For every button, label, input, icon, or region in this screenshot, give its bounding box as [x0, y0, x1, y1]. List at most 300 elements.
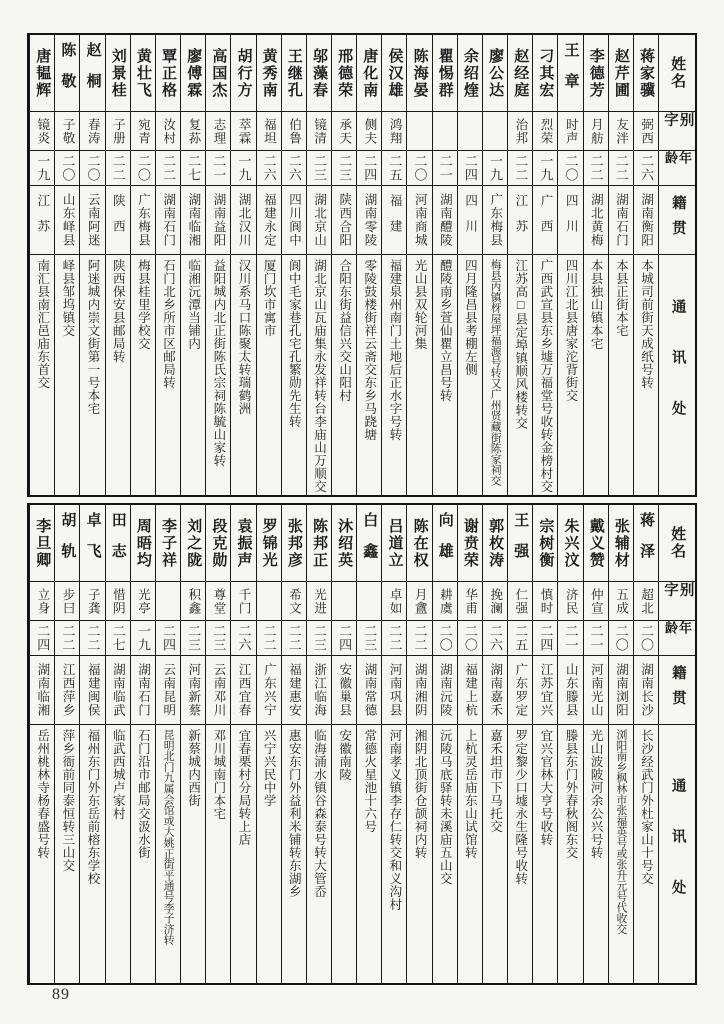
age-text: 二四: [538, 624, 554, 652]
name-cell: [407, 35, 431, 112]
age-text: 二七: [186, 154, 202, 182]
entry-column: [29, 35, 54, 495]
entry-column: [130, 505, 155, 983]
native-cell: [231, 656, 255, 725]
zi-cell: [55, 112, 79, 151]
addr-cell: [231, 255, 255, 495]
native-cell: [181, 656, 205, 725]
age-text: 一九: [538, 154, 554, 182]
age-text: 二二: [613, 154, 629, 182]
addr-cell: [257, 725, 281, 983]
native-text: 湖南湘阴: [413, 663, 428, 717]
name-cell: [558, 35, 582, 112]
zi-cell: [307, 112, 331, 151]
name-cell: [357, 505, 381, 582]
zi-cell: [131, 112, 155, 151]
zi-cell: [634, 112, 658, 151]
addr-text: 陕西保安县邮局转: [111, 259, 126, 363]
entry-column: [583, 35, 608, 495]
native-cell: [156, 186, 180, 255]
age-cell: [131, 621, 155, 656]
zi-text: 烈荣: [539, 117, 554, 145]
entry-column: [79, 35, 104, 495]
addr-text: 益阳城内北正街陈氏宗祠陈毓山家转: [211, 259, 226, 467]
addr-cell: [533, 255, 557, 495]
entry-column: [105, 35, 130, 495]
name-text: 赵芹圃: [612, 47, 629, 99]
age-cell: [458, 151, 482, 186]
native-text: 云南昆明: [161, 663, 176, 717]
age-cell: [533, 621, 557, 656]
native-cell: [257, 656, 281, 725]
zi-cell: [30, 112, 54, 151]
entry-column: [557, 505, 582, 983]
addr-cell: [609, 255, 633, 495]
age-cell: [30, 151, 54, 186]
entry-column: [507, 505, 532, 983]
age-text: 二〇: [638, 624, 654, 652]
native-cell: [558, 186, 582, 255]
age-cell: [55, 621, 79, 656]
age-text: 二三: [337, 154, 353, 182]
name-cell: [307, 35, 331, 112]
age-cell: [206, 621, 230, 656]
directory-table-top: [27, 33, 697, 497]
native-text: 广东梅县: [488, 193, 503, 247]
zi-text: 尊堂: [212, 587, 227, 615]
name-cell: [231, 35, 255, 112]
entry-column: [507, 35, 532, 495]
page-number: 89: [52, 986, 70, 1003]
addr-cell: [458, 255, 482, 495]
entry-column: [356, 505, 381, 983]
addr-text: 福建泉州南门土地后正水字号转: [387, 259, 402, 441]
name-cell: [106, 505, 130, 582]
native-text: 云南阿迷: [86, 193, 101, 247]
native-text: 湖南临湘: [186, 193, 201, 247]
age-text: 二五: [387, 154, 403, 182]
age-cell: [433, 151, 457, 186]
addr-cell: [332, 255, 356, 495]
name-cell: [80, 35, 104, 112]
zi-cell: [533, 112, 557, 151]
native-cell: [80, 656, 104, 725]
addr-cell: [407, 725, 431, 983]
name-text: 蒋家骥: [638, 47, 655, 99]
name-text: 余绍煃: [461, 47, 478, 99]
native-cell: [156, 656, 180, 725]
name-cell: [131, 35, 155, 112]
addr-text: 邓川城南门本宅: [211, 729, 226, 820]
name-text: 陈敬: [59, 42, 76, 104]
age-cell: [483, 621, 507, 656]
native-text: 福建闽侯: [86, 663, 101, 717]
zi-cell: [508, 112, 532, 151]
zi-text: 惜阴: [111, 587, 126, 615]
age-text: 二二: [261, 624, 277, 652]
native-cell: [357, 186, 381, 255]
addr-cell: [332, 725, 356, 983]
addr-cell: [55, 255, 79, 495]
native-cell: [483, 186, 507, 255]
age-text: 二二: [513, 154, 529, 182]
name-cell: [634, 505, 658, 582]
name-text: 张辅材: [612, 517, 629, 569]
addr-text: 湘阴北顶街仓颉祠内转: [413, 729, 428, 859]
entry-column: [608, 35, 633, 495]
zi-cell: [231, 582, 255, 621]
zi-text: 仁强: [513, 587, 528, 615]
zi-cell: [106, 582, 130, 621]
zi-cell: [257, 112, 281, 151]
name-text: 覃正格: [160, 47, 177, 99]
age-text: 二四: [160, 624, 176, 652]
native-text: 河南光山: [589, 663, 604, 717]
native-text: 湖南益阳: [212, 193, 227, 247]
entry-column: [457, 35, 482, 495]
name-text: 张邦彦: [285, 517, 302, 569]
zi-text: 光进: [312, 587, 327, 615]
native-cell: [558, 656, 582, 725]
zi-cell: [357, 582, 381, 621]
name-cell: [433, 505, 457, 582]
native-cell: [55, 656, 79, 725]
age-text: 二六: [488, 624, 503, 652]
addr-text: 阿迷城内崇文街第一号本宅: [86, 259, 101, 415]
entry-column: [155, 35, 180, 495]
age-cell: [80, 151, 104, 186]
zi-cell: [181, 112, 205, 151]
entry-column: [583, 505, 608, 983]
native-text: 福建永定: [262, 193, 277, 247]
zi-text: 挽澜: [488, 587, 503, 615]
native-cell: [30, 186, 54, 255]
age-text: 一九: [488, 154, 503, 182]
addr-cell: [156, 725, 180, 983]
entry-column: [406, 505, 431, 983]
native-text: 湖南临湘: [35, 663, 50, 717]
native-text: 浙江临海: [312, 663, 327, 717]
zi-text: 萃霖: [237, 117, 252, 145]
native-text: 安徽巢县: [337, 663, 352, 717]
zi-cell: [55, 582, 79, 621]
zi-cell: [30, 582, 54, 621]
addr-cell: [30, 725, 54, 983]
age-text: 二四: [362, 154, 378, 182]
age-cell: [156, 151, 180, 186]
name-text: 宗树衡: [537, 517, 554, 569]
age-text: 二四: [462, 154, 478, 182]
name-text: 廖公达: [487, 47, 504, 99]
addr-text: 长沙经武门外杜家山十号交: [639, 729, 654, 885]
name-cell: [156, 505, 180, 582]
addr-cell: [131, 255, 155, 495]
name-text: 刘景桂: [109, 47, 126, 99]
name-cell: [634, 35, 658, 112]
age-cell: [584, 621, 608, 656]
name-cell: [257, 505, 281, 582]
addr-text: 本县独山镇本宅: [589, 259, 604, 350]
name-cell: [483, 505, 507, 582]
header-column: [658, 505, 695, 983]
native-cell: [382, 656, 406, 725]
native-cell: [634, 186, 658, 255]
entry-column: [331, 505, 356, 983]
native-cell: [30, 656, 54, 725]
zi-text: 治邦: [513, 117, 528, 145]
addr-cell: [231, 725, 255, 983]
name-cell: [231, 505, 255, 582]
addr-cell: [433, 725, 457, 983]
age-cell: [257, 621, 281, 656]
zi-text: 宛青: [136, 117, 151, 145]
age-text: 二三: [211, 624, 227, 652]
name-cell: [609, 505, 633, 582]
addr-text: 惠安东门外益利米铺转东湖乡: [287, 729, 302, 898]
age-text: 二三: [186, 624, 202, 652]
native-text: 四川: [463, 194, 478, 246]
name-text: 王章: [562, 42, 579, 104]
age-text: 二三: [311, 624, 327, 652]
header-cell-addr: [659, 255, 695, 495]
addr-cell: [206, 255, 230, 495]
entry-column: [180, 505, 205, 983]
addr-cell: [80, 255, 104, 495]
native-cell: [231, 186, 255, 255]
zi-cell: [558, 582, 582, 621]
native-text: 江苏宜兴: [539, 663, 554, 717]
age-text: 二〇: [613, 624, 629, 652]
native-text: 湖南浏阳: [614, 663, 629, 717]
entry-column: [256, 35, 281, 495]
name-cell: [80, 505, 104, 582]
name-cell: [55, 35, 79, 112]
name-text: 侯汉雄: [386, 47, 403, 99]
native-cell: [609, 656, 633, 725]
name-text: 刁其宏: [537, 47, 554, 99]
zi-text: 耕虞: [438, 587, 453, 615]
addr-cell: [282, 255, 306, 495]
zi-cell: [357, 112, 381, 151]
age-cell: [282, 151, 306, 186]
native-cell: [282, 186, 306, 255]
name-cell: [156, 35, 180, 112]
native-cell: [609, 186, 633, 255]
name-text: 罗锦光: [260, 517, 277, 569]
zi-cell: [257, 582, 281, 621]
name-cell: [584, 505, 608, 582]
name-text: 王继孔: [285, 47, 302, 99]
header-label-zi: 别字: [662, 582, 694, 608]
age-cell: [357, 151, 381, 186]
entry-column: [482, 35, 507, 495]
name-cell: [458, 35, 482, 112]
age-text: 二七: [110, 624, 126, 652]
age-cell: [332, 621, 356, 656]
age-text: 二三: [311, 154, 327, 182]
native-cell: [533, 656, 557, 725]
entry-column: [79, 505, 104, 983]
addr-cell: [30, 255, 54, 495]
zi-cell: [433, 582, 457, 621]
native-text: 陕西: [111, 194, 126, 246]
zi-cell: [307, 582, 331, 621]
native-cell: [483, 656, 507, 725]
age-cell: [609, 151, 633, 186]
native-cell: [106, 656, 130, 725]
zi-cell: [483, 112, 507, 151]
name-cell: [30, 35, 54, 112]
addr-text: 江苏高□县定埠镇顺风楼转交: [513, 259, 528, 430]
native-cell: [382, 186, 406, 255]
native-cell: [407, 186, 431, 255]
addr-text: 光山波陂河余公兴号转: [589, 729, 604, 859]
addr-text: 新蔡城内西街: [186, 729, 201, 807]
name-cell: [584, 35, 608, 112]
name-cell: [206, 35, 230, 112]
entry-column: [457, 505, 482, 983]
addr-text: 河南孝义镇李存仁转交和义沟村: [387, 729, 402, 911]
addr-cell: [181, 725, 205, 983]
zi-text: 弼西: [639, 117, 654, 145]
zi-text: 志理: [212, 117, 227, 145]
zi-text: 鸿翔: [388, 117, 403, 145]
native-text: 江西萍乡: [61, 663, 76, 717]
zi-cell: [231, 112, 255, 151]
addr-text: 岳州桃林寺杨春盛号转: [35, 729, 50, 859]
entry-column: [532, 35, 557, 495]
addr-text: 宜兴官林大亨号收转: [538, 729, 553, 846]
native-text: 四川: [564, 194, 579, 246]
addr-text: 醴陵南乡萱仙瞿立昌号转: [438, 259, 453, 402]
entry-column: [432, 35, 457, 495]
native-text: 山东滕县: [564, 663, 579, 717]
zi-cell: [156, 112, 180, 151]
native-cell: [307, 186, 331, 255]
native-cell: [80, 186, 104, 255]
addr-cell: [80, 725, 104, 983]
name-cell: [282, 505, 306, 582]
name-text: 邢德荣: [336, 47, 353, 99]
name-cell: [533, 35, 557, 112]
entry-column: [130, 35, 155, 495]
age-cell: [282, 621, 306, 656]
native-text: 广东梅县: [136, 193, 151, 247]
native-text: 广东兴宁: [262, 663, 277, 717]
addr-text: 四月隆昌县考棚左侧: [463, 259, 478, 376]
native-text: 河南新蔡: [186, 663, 201, 717]
name-text: 王强: [512, 512, 529, 574]
name-text: 胡轨: [59, 512, 76, 574]
zi-cell: [80, 582, 104, 621]
name-cell: [257, 35, 281, 112]
addr-text: 本城司前街天成纸号转: [639, 259, 654, 389]
age-text: 二六: [236, 624, 252, 652]
addr-text: 湖北京山瓦庙集永发祥转台李庙山万顺交: [312, 259, 327, 493]
name-cell: [181, 35, 205, 112]
name-text: 李旦卿: [34, 517, 51, 569]
addr-cell: [634, 255, 658, 495]
header-cell-name: [659, 35, 695, 112]
name-text: 白鑫: [361, 512, 378, 574]
age-cell: [181, 621, 205, 656]
name-cell: [282, 35, 306, 112]
name-text: 黄壮飞: [134, 47, 151, 99]
addr-cell: [282, 725, 306, 983]
name-text: 周晤均: [134, 517, 151, 569]
zi-text: 积鑫: [186, 587, 201, 615]
zi-cell: [131, 582, 155, 621]
age-cell: [558, 621, 582, 656]
addr-text: 广西武宣县东乡墟万福堂号收转金榜村交: [538, 259, 553, 493]
addr-text: 光山县双轮河集: [413, 259, 428, 350]
native-cell: [206, 656, 230, 725]
native-text: 湖南嘉禾: [488, 663, 503, 717]
name-cell: [433, 35, 457, 112]
native-cell: [433, 186, 457, 255]
native-text: 湖南石门: [136, 663, 151, 717]
header-cell-zi: [659, 112, 695, 151]
age-cell: [30, 621, 54, 656]
age-text: 二〇: [85, 154, 101, 182]
name-text: 李德芳: [587, 47, 604, 99]
name-text: 田志: [109, 512, 126, 574]
addr-text: 临武西城卢家村: [111, 729, 126, 820]
zi-cell: [433, 112, 457, 151]
age-cell: [307, 621, 331, 656]
native-cell: [181, 186, 205, 255]
addr-text: 梅县桂里学校交: [136, 259, 151, 350]
entry-column: [281, 505, 306, 983]
age-cell: [382, 621, 406, 656]
name-cell: [382, 505, 406, 582]
age-cell: [257, 151, 281, 186]
age-cell: [156, 621, 180, 656]
name-cell: [382, 35, 406, 112]
zi-cell: [609, 582, 633, 621]
native-text: 广东罗定: [513, 663, 528, 717]
name-cell: [357, 35, 381, 112]
age-text: 二四: [35, 624, 51, 652]
age-cell: [55, 151, 79, 186]
age-cell: [584, 151, 608, 186]
zi-cell: [332, 582, 356, 621]
native-cell: [433, 656, 457, 725]
zi-text: 时声: [564, 117, 579, 145]
name-cell: [458, 505, 482, 582]
age-text: 二二: [387, 624, 403, 652]
name-cell: [106, 35, 130, 112]
zi-text: 仲宣: [589, 587, 604, 615]
name-cell: [407, 505, 431, 582]
zi-cell: [533, 582, 557, 621]
zi-cell: [80, 112, 104, 151]
age-cell: [206, 151, 230, 186]
age-cell: [609, 621, 633, 656]
name-text: 袁振声: [235, 517, 252, 569]
zi-text: 超北: [639, 587, 654, 615]
native-text: 湖北京山: [312, 193, 327, 247]
age-text: 二二: [160, 154, 176, 182]
entry-column: [633, 505, 658, 983]
zi-text: 五成: [614, 587, 629, 615]
name-text: 胡行方: [235, 47, 252, 99]
name-text: 刘之陇: [185, 517, 202, 569]
age-text: 二〇: [462, 624, 478, 652]
zi-cell: [407, 112, 431, 151]
zi-cell: [332, 112, 356, 151]
age-text: 二〇: [437, 624, 453, 652]
